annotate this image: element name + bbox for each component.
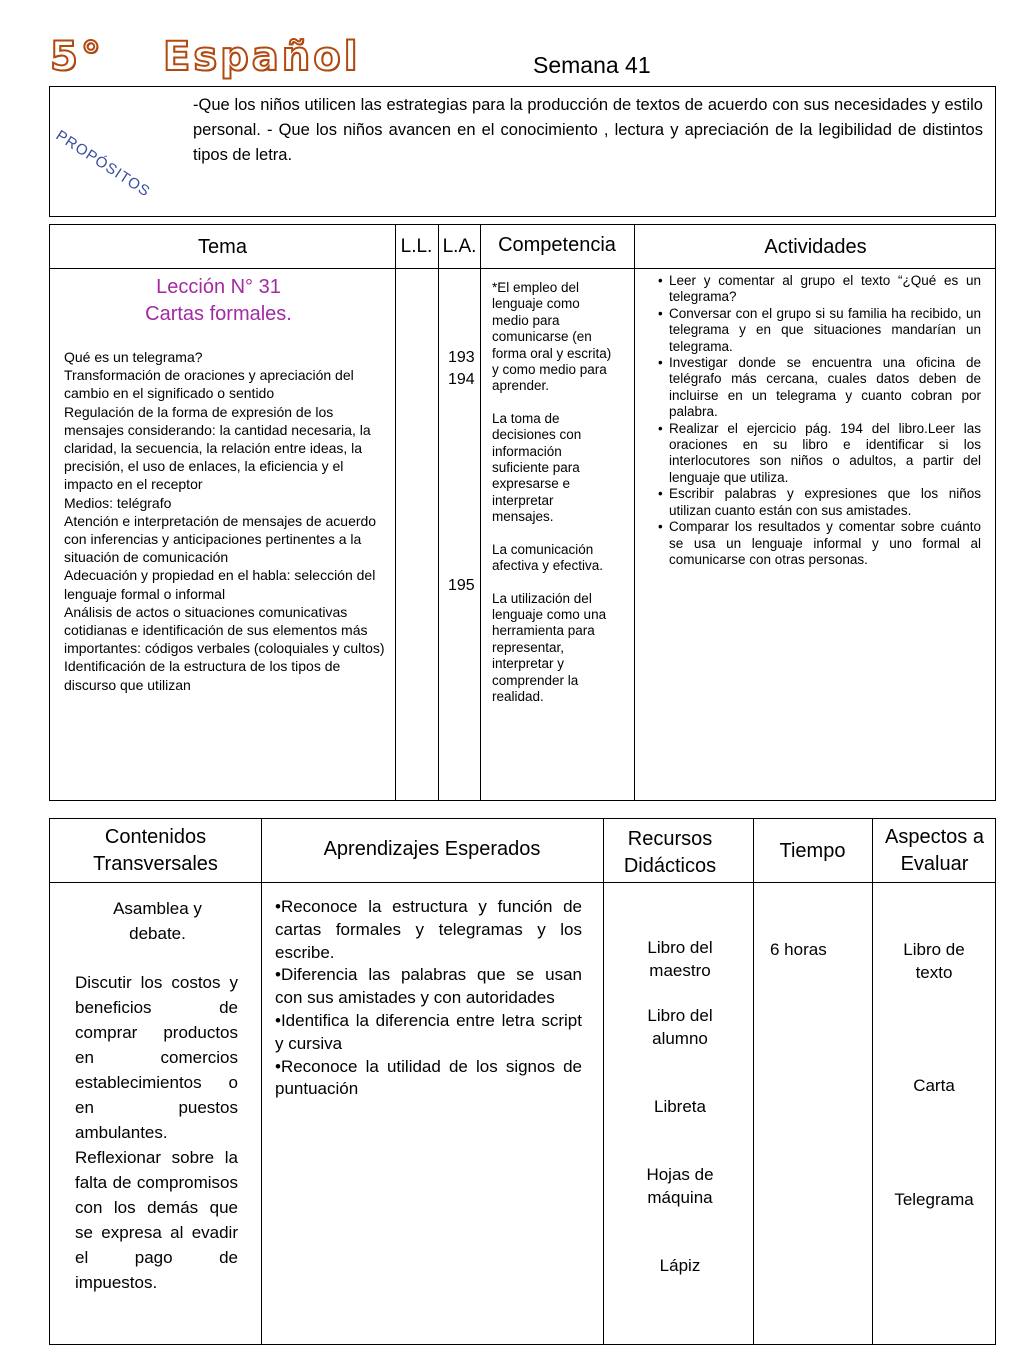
recurso-item: Hojas de máquina <box>646 1165 714 1207</box>
aprendizaje-item <box>275 1056 582 1102</box>
actividades-list <box>655 273 981 568</box>
recurso-item: Libro del maestro <box>647 938 713 980</box>
header-aprendizajes: Aprendizajes Esperados <box>323 838 541 860</box>
tema-item: Qué es un telegrama? <box>64 349 203 365</box>
competencia-list <box>492 280 612 705</box>
tema-item: Adecuación y propiedad en el habla: selección del lenguaje formal o informal <box>64 567 376 602</box>
tema-item: Regulación de la forma de expresión de los mensajes considerando: la cantidad necesaria, la claridad, la secuencia, la relación entre ideas, la precisión, el uso de enlaces, la eficiencia y el impacto en el receptor <box>64 403 371 493</box>
competencia-item: La toma de decisiones con información suficiente para expresarse e interpretar mensajes. <box>492 410 582 525</box>
recurso-item: Libro del alumno <box>647 1006 713 1048</box>
aprendizaje-text: Reconoce la estructura y función de cartas formales y telegramas y los escribe. <box>275 897 582 962</box>
tema-item: Análisis de actos o situaciones comunicativas cotidianas e identificación de sus elementos más importantes: códigos verbales (coloquiales y cultos) <box>64 603 385 657</box>
actividad-item: • Escribir palabras y expresiones que los niños utilizan cuanto están con sus amistades. <box>669 486 981 519</box>
propositos-box <box>49 86 996 217</box>
header-tema: Tema <box>198 236 247 258</box>
aprendizaje-text: Reconoce la utilidad de los signos de puntuación <box>275 1056 582 1099</box>
contenidos-text: Discutir los costos y beneficios de comprar productos en comercios establecimientos o en puestos ambulantes. Reflexionar sobre la falta de compromisos con los demás que se expresa al evadir el pago de impuestos. <box>75 973 238 1292</box>
grade-title: 5° <box>50 34 104 80</box>
header-recursos: Recursos Didácticos <box>623 828 717 877</box>
recurso-item: Libreta <box>654 1097 706 1116</box>
la-page: 194 <box>448 371 475 388</box>
competencia-item: La comunicación afectiva y efectiva. <box>492 541 604 574</box>
tema-item: Atención e interpretación de mensajes de acuerdo con inferencias y anticipaciones pertinentes a la situación de comunicación <box>64 512 377 566</box>
tiempo-value: 6 horas <box>770 940 827 959</box>
competencia-item: *El empleo del lenguaje como medio para comunicarse (en forma oral y escrita) y como medio para aprender. <box>492 280 612 394</box>
header-la: L.A. <box>442 236 477 257</box>
header-actividades: Actividades <box>764 236 867 258</box>
aprendizaje-item <box>275 964 582 1010</box>
aprendizaje-text: Diferencia las palabras que se usan con sus amistades y con autoridades <box>275 965 582 1008</box>
header-ll: L.L. <box>400 236 433 257</box>
aspecto-item: Telegrama <box>894 1190 974 1209</box>
recurso-item: Lápiz <box>659 1256 701 1275</box>
aprendizajes-list <box>275 896 582 1101</box>
la-page: 193 <box>448 349 475 366</box>
tema-list <box>64 348 389 694</box>
propositos-text: -Que los niños utilicen las estrategias para la producción de textos de acuerdo con sus necesidades y estilo personal. - Que los niños avancen en el conocimiento , lectura y apreciación de la legibilidad de distintos tipos de letra. <box>193 96 983 164</box>
plan-table <box>49 224 996 801</box>
week-label: Semana 41 <box>533 52 651 78</box>
propositos-label: PROPÓSITOS <box>52 127 154 201</box>
subject-title: Español <box>163 34 361 80</box>
header-tiempo: Tiempo <box>779 840 846 862</box>
tema-item: Medios: telégrafo <box>64 494 172 511</box>
tema-item: Identificación de la estructura de los tipos de discurso que utilizan <box>64 658 341 693</box>
actividad-item: • Comparar los resultados y comentar sobre cuánto se usa un lenguaje informal y uno formal al comunicarse con otras personas. <box>669 519 981 568</box>
header-aspectos: Aspectos a Evaluar <box>885 826 984 875</box>
actividad-item: • Conversar con el grupo si su familia ha recibido, un telegrama y en que situaciones mandarían un telegrama. <box>669 306 981 355</box>
evaluation-table <box>49 818 996 1345</box>
competencia-item: La utilización del lenguaje como una herramienta para representar, interpretar y comprender la realidad. <box>492 590 607 704</box>
aprendizaje-text: Identifica la diferencia entre letra script y cursiva <box>275 1010 582 1053</box>
aspecto-item: Libro de texto <box>903 940 965 982</box>
la-page: 195 <box>448 577 475 594</box>
leccion-number: Lección N° 31 <box>156 276 281 298</box>
contenidos-title: Asamblea y debate. <box>113 899 202 943</box>
tema-item: Transformación de oraciones y apreciación del cambio en el significado o sentido <box>64 367 354 402</box>
header-contenidos: Contenidos Transversales <box>93 826 218 875</box>
aprendizaje-item <box>275 896 582 964</box>
actividad-item: • Leer y comentar al grupo el texto “¿Qué es un telegrama? <box>669 273 981 306</box>
aspecto-item: Carta <box>913 1076 955 1095</box>
header-competencia: Competencia <box>498 234 616 256</box>
aprendizaje-item <box>275 1010 582 1056</box>
leccion-title: Cartas formales. <box>145 303 292 325</box>
actividad-item: • Investigar donde se encuentra una oficina de telégrafo más cercana, cuales datos deben de incluirse en un telegrama y cuanto cobran por palabra. <box>669 355 981 421</box>
actividad-item: • Realizar el ejercicio pág. 194 del libro.Leer las oraciones en su libro e identificar si los interlocutores son niños o adultos, a partir del lenguaje que utiliza. <box>669 421 981 487</box>
